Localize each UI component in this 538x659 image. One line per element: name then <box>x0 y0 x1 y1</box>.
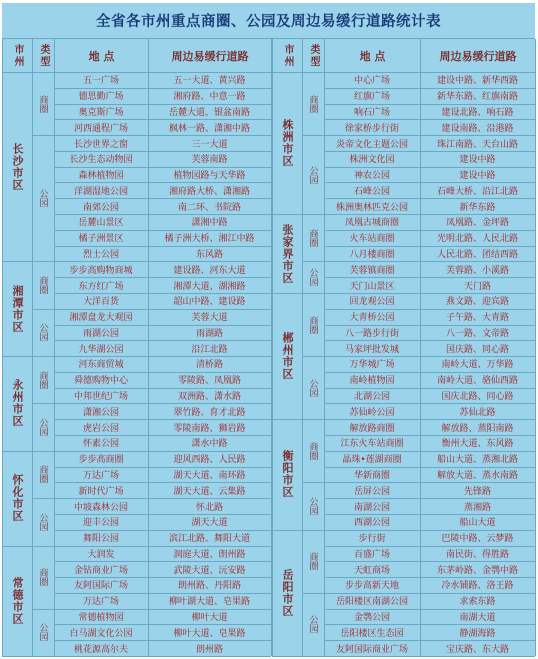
road-cell: 植物园路与天华路 <box>173 171 246 182</box>
place-cell: 火车站商圈 <box>349 234 395 245</box>
place-cell: 白马湖文化公园 <box>69 628 133 639</box>
city-cell: 岳阳市区 <box>281 568 294 617</box>
road-cell: 滨江北路、舞阳大道 <box>168 534 250 545</box>
road-cell: 柳叶大道 <box>191 613 228 624</box>
place-cell: 凤凰古城商圈 <box>344 218 399 229</box>
place-cell: 中心广场 <box>353 76 390 87</box>
road-cell: 洞庭大道、朗州路 <box>173 549 246 560</box>
road-cell: 建设中路、新华西路 <box>436 76 518 87</box>
road-cell: 枫林一路、潇湘中路 <box>168 123 250 134</box>
place-cell: 九华湖公园 <box>78 344 124 355</box>
road-cell: 湘府路大桥、潇湘路 <box>168 186 250 197</box>
city-cell: 永州市区 <box>11 379 24 428</box>
place-cell: 橘子洲景区 <box>78 234 124 245</box>
place-cell: 株洲奥林匹克公园 <box>335 202 408 213</box>
road-cell: 湖天大道 <box>191 518 228 529</box>
place-cell: 步步高新天地 <box>344 581 399 592</box>
place-cell: 红旗广场 <box>353 92 390 103</box>
place-cell: 中坡森林公园 <box>73 502 128 513</box>
road-cell: 人民北路、团结西路 <box>436 250 518 260</box>
road-cell: 船山大道、蒸湘北路 <box>436 455 518 466</box>
column-rule <box>54 39 55 656</box>
place-cell: 河西通程广场 <box>73 123 128 134</box>
road-cell: 解放路、蒸阳南路 <box>441 423 514 434</box>
place-cell: 虎岩公园 <box>82 423 119 434</box>
road-cell: 湖天大道、云集路 <box>173 486 246 497</box>
place-cell: 万达广场 <box>82 470 119 481</box>
type-cell: 公园 <box>307 268 318 287</box>
road-cell: 零陵南路、狮岩路 <box>173 423 246 434</box>
road-cell: 巴陵中路、云梦路 <box>441 534 514 545</box>
type-cell: 商圈 <box>307 228 318 247</box>
place-cell: 徐家桥步行街 <box>344 123 399 134</box>
place-cell: 岳屏公园 <box>353 486 390 497</box>
place-cell: 怀素公园 <box>82 439 119 450</box>
place-cell: 奥克斯广场 <box>78 107 124 118</box>
road-cell: 韶山中路、建设路 <box>173 297 246 308</box>
city-cell: 张家界市区 <box>281 223 294 284</box>
road-cell: 新华东路、红旗南路 <box>436 92 518 103</box>
place-cell: 天虹商场 <box>353 565 390 576</box>
place-cell: 八一路步行街 <box>344 328 399 339</box>
road-cell: 衡州大道、东风路 <box>441 439 514 450</box>
place-cell: 步步高商圈 <box>78 455 124 466</box>
place-cell: 西湖公园 <box>353 518 390 529</box>
row-rule <box>272 656 535 657</box>
place-cell: 步步高购物商城 <box>69 265 133 276</box>
city-cell: 长沙市区 <box>11 142 24 191</box>
road-cell: 橘子洲大桥、湘江中路 <box>164 234 255 245</box>
road-cell: 雨湖路 <box>195 328 223 339</box>
place-cell: 石峰公园 <box>353 186 390 197</box>
type-cell: 公园 <box>307 378 318 397</box>
road-cell: 凤凰路、金坪路 <box>445 218 509 229</box>
city-cell: 株洲市区 <box>281 119 294 168</box>
place-cell: 舞阳公园 <box>82 534 119 545</box>
table-title: 全省各市州重点商圈、公园及周边易缓行道路统计表 <box>2 3 535 39</box>
road-cell: 天门路 <box>463 281 491 292</box>
type-cell: 商圈 <box>37 94 48 113</box>
place-cell: 迎丰公园 <box>82 518 119 529</box>
place-cell: 湘潭盘龙大观园 <box>69 313 133 324</box>
place-cell: 南郊公园 <box>82 202 119 213</box>
road-cell: 清桥路 <box>195 360 223 371</box>
type-cell: 商圈 <box>37 568 48 587</box>
header-right-city: 市州 <box>272 39 302 72</box>
road-cell: 芙蓉路、小溪路 <box>445 265 509 276</box>
place-cell: 金钻商业广场 <box>73 565 128 576</box>
road-cell: 建设中路 <box>459 155 496 166</box>
place-cell: 马家坪批发城 <box>344 344 399 355</box>
road-cell: 八一路、文帝路 <box>445 328 509 339</box>
road-cell: 沿江北路 <box>191 344 228 355</box>
road-cell: 芙蓉大道 <box>191 313 228 324</box>
column-rule <box>302 39 303 656</box>
road-cell: 建设中路 <box>459 171 496 182</box>
type-cell: 商圈 <box>37 465 48 484</box>
type-cell: 公园 <box>37 323 48 342</box>
header-left-city: 市州 <box>2 39 32 72</box>
type-cell: 公园 <box>37 623 48 642</box>
header-left-place: 地 点 <box>54 39 148 72</box>
city-cell: 湘潭市区 <box>11 284 24 333</box>
road-cell: 船山大道 <box>459 518 496 529</box>
place-cell: 回龙观公园 <box>349 297 395 308</box>
road-cell: 怀北路 <box>195 502 223 513</box>
road-cell: 五一大道、黄兴路 <box>173 76 246 87</box>
road-cell: 国庆北路、同心路 <box>441 392 514 403</box>
road-cell: 南岭大道、万华路 <box>441 360 514 371</box>
road-cell: 迎风西路、人民路 <box>173 455 246 466</box>
road-cell: 建设路、河东大道 <box>173 265 246 276</box>
place-cell: 晶珠•莲湖商圈 <box>342 455 402 466</box>
place-cell: 岳阳楼区生态园 <box>340 628 404 639</box>
place-cell: 德思勤广场 <box>78 92 124 103</box>
place-cell: 八月楼商圈 <box>349 250 395 260</box>
road-cell: 东茅岭路、金鹗中路 <box>436 565 518 576</box>
city-cell: 衡阳市区 <box>281 450 294 499</box>
place-cell: 雨湖公园 <box>82 328 119 339</box>
place-cell: 金鹗公园 <box>353 613 390 624</box>
place-cell: 万华城广场 <box>349 360 395 371</box>
place-cell: 烈士公园 <box>82 250 119 260</box>
road-cell: 燕文路、迎宾路 <box>445 297 509 308</box>
column-rule <box>272 39 273 656</box>
type-cell: 商圈 <box>307 315 318 334</box>
place-cell: 南岭植物园 <box>349 376 395 387</box>
road-cell: 静湖海路 <box>459 628 496 639</box>
road-cell: 南岭大道、骆仙西路 <box>436 376 518 387</box>
road-cell: 新华东路 <box>459 202 496 213</box>
place-cell: 五一广场 <box>82 76 119 87</box>
road-cell: 湘府路、中意一路 <box>173 92 246 103</box>
road-cell: 武陵大道、沅安路 <box>173 565 246 576</box>
place-cell: 株洲文化园 <box>349 155 395 166</box>
type-cell: 公园 <box>307 165 318 184</box>
place-cell: 新时代广场 <box>78 486 124 497</box>
road-cell: 石峰大桥、沿江北路 <box>436 186 518 197</box>
place-cell: 炎帝文化主题公园 <box>335 139 408 150</box>
road-cell: 南民街、得胜路 <box>445 549 509 560</box>
place-cell: 桃花源高尔夫 <box>73 644 128 655</box>
type-cell: 公园 <box>37 418 48 437</box>
type-cell: 商圈 <box>307 441 318 460</box>
type-cell: 商圈 <box>307 94 318 113</box>
place-cell: 大青桥公园 <box>349 313 395 324</box>
road-cell: 珠江南路、天台山路 <box>436 139 518 150</box>
road-cell: 双洲路、潇水路 <box>177 392 241 403</box>
type-cell: 商圈 <box>37 370 48 389</box>
place-cell: 步行街 <box>358 534 386 545</box>
column-rule <box>148 39 149 656</box>
header-right-place: 地 点 <box>324 39 420 72</box>
place-cell: 响石广场 <box>353 107 390 118</box>
road-cell: 柳叶大道、皂果路 <box>173 628 246 639</box>
header-left-roads: 周边易缓行道路 <box>148 39 271 72</box>
type-cell: 商圈 <box>37 276 48 295</box>
road-cell: 先锋路 <box>463 486 491 497</box>
place-cell: 大润发 <box>87 549 115 560</box>
road-cell: 朗州路 <box>195 644 223 655</box>
road-cell: 蒸湘路 <box>463 502 491 513</box>
place-cell: 岳麓山景区 <box>78 218 124 229</box>
place-cell: 友阿国际商业广场 <box>335 644 408 655</box>
header-right-roads: 周边易缓行道路 <box>420 39 535 72</box>
place-cell: 大洋百货 <box>82 297 119 308</box>
place-cell: 长沙世界之窗 <box>73 139 128 150</box>
column-rule <box>2 39 3 656</box>
header-right-type: 类型 <box>302 39 324 72</box>
road-cell: 柳叶湖大道、皂果路 <box>168 597 250 608</box>
type-cell: 公园 <box>307 615 318 634</box>
place-cell: 江东火车站商圈 <box>340 439 404 450</box>
place-cell: 岳阳楼区南湖公园 <box>335 597 408 608</box>
row-rule <box>2 656 271 657</box>
type-cell: 商圈 <box>307 552 318 571</box>
road-cell: 子午路、大青路 <box>445 313 509 324</box>
place-cell: 洋湖湿地公园 <box>73 186 128 197</box>
road-cell: 朗州路、丹阳路 <box>177 581 241 592</box>
place-cell: 长沙生态动物园 <box>69 155 133 166</box>
place-cell: 东方红广场 <box>78 281 124 292</box>
type-cell: 公园 <box>37 189 48 208</box>
column-rule <box>535 39 536 656</box>
place-cell: 常德植物园 <box>78 613 124 624</box>
place-cell: 解放路商圈 <box>349 423 395 434</box>
road-cell: 翠竹路、育才北路 <box>173 407 246 418</box>
place-cell: 苏仙岭公园 <box>349 407 395 418</box>
column-rule <box>420 39 421 656</box>
place-cell: 天门山景区 <box>349 281 395 292</box>
road-cell: 宝庆路、东大路 <box>445 644 509 655</box>
column-rule <box>32 39 33 656</box>
road-cell: 建设南路、沿港路 <box>441 123 514 134</box>
place-cell: 中邦世纪广场 <box>73 392 128 403</box>
place-cell: 芙蓉镇商圈 <box>349 265 395 276</box>
column-rule <box>324 39 325 656</box>
place-cell: 森林植物园 <box>78 171 124 182</box>
place-cell: 北湖公园 <box>353 392 390 403</box>
road-cell: 南湖大道 <box>459 613 496 624</box>
city-cell: 郴州市区 <box>281 332 294 381</box>
road-cell: 冷水铺路、洛王路 <box>441 581 514 592</box>
city-cell: 常德市区 <box>11 576 24 625</box>
road-cell: 湖天大道、南环路 <box>173 470 246 481</box>
road-cell: 南二环、书院路 <box>177 202 241 213</box>
place-cell: 舜德购物中心 <box>73 376 128 387</box>
road-cell: 东风路 <box>195 250 223 260</box>
road-cell: 苏仙北路 <box>459 407 496 418</box>
road-cell: 求索东路 <box>459 597 496 608</box>
road-cell: 零陵路、凤凰路 <box>177 376 241 387</box>
place-cell: 河东商贸城 <box>78 360 124 371</box>
place-cell: 潇湘公园 <box>82 407 119 418</box>
road-cell: 三一大道 <box>191 139 228 150</box>
road-cell: 光明北路、人民北路 <box>436 234 518 245</box>
road-cell: 潇湘中路 <box>191 218 228 229</box>
place-cell: 神农公园 <box>353 171 390 182</box>
header-left-type: 类型 <box>32 39 54 72</box>
road-cell: 岳麓大道、银盆南路 <box>168 107 250 118</box>
city-cell: 怀化市区 <box>11 474 24 523</box>
place-cell: 南湖公园 <box>353 502 390 513</box>
place-cell: 万达广场 <box>82 597 119 608</box>
place-cell: 友阿国际广场 <box>73 581 128 592</box>
road-cell: 解放大道、蒸水南路 <box>436 470 518 481</box>
place-cell: 百盛广场 <box>353 549 390 560</box>
place-cell: 华新商圈 <box>353 470 390 481</box>
road-cell: 国庆路、同心路 <box>445 344 509 355</box>
type-cell: 公园 <box>307 497 318 516</box>
road-cell: 芙蓉南路 <box>191 155 228 166</box>
type-cell: 公园 <box>37 512 48 531</box>
road-cell: 潇水中路 <box>191 439 228 450</box>
road-cell: 湘潭大道、湖湘路 <box>173 281 246 292</box>
road-cell: 建设北路、响石路 <box>441 107 514 118</box>
